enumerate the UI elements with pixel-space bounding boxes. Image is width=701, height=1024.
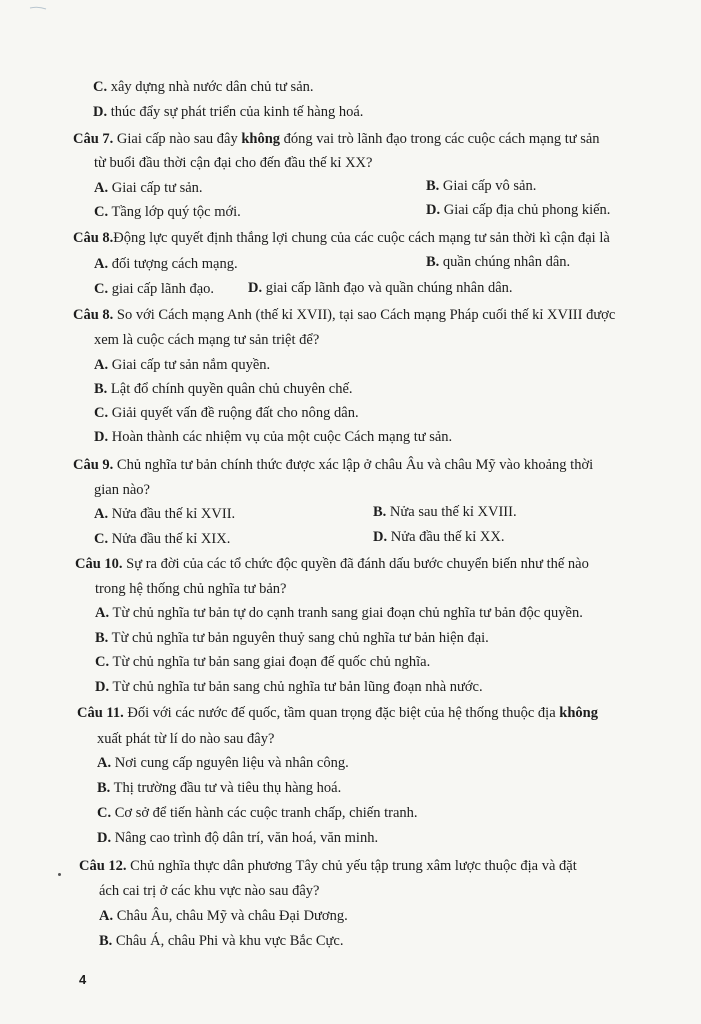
question-10: Câu 10. Sự ra đời của các tổ chức độc quyền đã đánh dấu bước chuyển biến như thế nào: [75, 556, 589, 572]
option-a: A. Giai cấp tư sản.: [94, 180, 203, 196]
option-b: B. Lật đổ chính quyền quân chủ chuyên chế.: [94, 381, 353, 397]
option-c: C. xây dựng nhà nước dân chủ tư sản.: [93, 79, 314, 95]
option-d: D. Từ chủ nghĩa tư bản sang chủ nghĩa tư bản lũng đoạn nhà nước.: [95, 679, 483, 695]
option-a: A. đối tượng cách mạng.: [94, 256, 238, 272]
option-d: D. Giai cấp địa chủ phong kiến.: [426, 202, 611, 218]
option-d: D. Nửa đầu thế kỉ XX.: [373, 529, 505, 545]
option-a: A. Từ chủ nghĩa tư bản tự do cạnh tranh sang giai đoạn chủ nghĩa tư bản độc quyền.: [95, 605, 583, 621]
question-8b-line2: xem là cuộc cách mạng tư sản triệt để?: [94, 332, 320, 348]
question-12-line2: ách cai trị ở các khu vực nào sau đây?: [99, 883, 320, 899]
option-b: B. Giai cấp vô sản.: [426, 178, 537, 194]
question-9: Câu 9. Chủ nghĩa tư bản chính thức được xác lập ở châu Âu và châu Mỹ vào khoảng thời: [73, 457, 594, 473]
question-7: Câu 7. Giai cấp nào sau đây không đóng vai trò lãnh đạo trong các cuộc cách mạng tư sản: [73, 131, 600, 147]
option-b: B. Châu Á, châu Phi và khu vực Bắc Cực.: [99, 933, 344, 949]
ink-speck: [58, 873, 61, 876]
option-d: D. Hoàn thành các nhiệm vụ của một cuộc Cách mạng tư sản.: [94, 429, 453, 445]
option-d: D. Nâng cao trình độ dân trí, văn hoá, văn minh.: [97, 830, 379, 846]
option-d: D. thúc đẩy sự phát triển của kinh tế hàng hoá.: [93, 104, 364, 120]
option-d: D. giai cấp lãnh đạo và quần chúng nhân dân.: [248, 280, 513, 296]
question-9-line2: gian nào?: [94, 482, 150, 498]
option-c: C. Tầng lớp quý tộc mới.: [94, 204, 241, 220]
option-a: A. Châu Âu, châu Mỹ và châu Đại Dương.: [99, 908, 348, 924]
option-c: C. Từ chủ nghĩa tư bản sang giai đoạn đế quốc chủ nghĩa.: [95, 654, 431, 670]
option-c: C. Nửa đầu thế kỉ XIX.: [94, 531, 231, 547]
option-a: A. Nơi cung cấp nguyên liệu và nhân công.: [97, 755, 349, 771]
question-12: Câu 12. Chủ nghĩa thực dân phương Tây chủ yếu tập trung xâm lược thuộc địa và đặt: [79, 858, 577, 874]
option-b: B. quần chúng nhân dân.: [426, 254, 571, 270]
option-b: B. Nửa sau thế kỉ XVIII.: [373, 504, 517, 520]
question-8b: Câu 8. So với Cách mạng Anh (thế kỉ XVII), tại sao Cách mạng Pháp cuối thế kỉ XVIII được: [73, 307, 616, 323]
page-number: 4: [79, 972, 87, 987]
question-11-line2: xuất phát từ lí do nào sau đây?: [97, 731, 275, 747]
option-a: A. Nửa đầu thế kỉ XVII.: [94, 506, 236, 522]
option-c: C. giai cấp lãnh đạo.: [94, 281, 214, 297]
question-7-line2: từ buổi đầu thời cận đại cho đến đầu thế kỉ XX?: [94, 155, 373, 171]
question-8a: Câu 8.Động lực quyết định thắng lợi chung của các cuộc cách mạng tư sản thời kì cận đại là: [73, 230, 610, 246]
scan-mark: [0, 0, 60, 12]
option-c: C. Giải quyết vấn đề ruộng đất cho nông dân.: [94, 405, 359, 421]
question-10-line2: trong hệ thống chủ nghĩa tư bản?: [95, 581, 287, 597]
option-c: C. Cơ sở để tiến hành các cuộc tranh chấp, chiến tranh.: [97, 805, 418, 821]
question-11: Câu 11. Đối với các nước đế quốc, tầm quan trọng đặc biệt của hệ thống thuộc địa không: [77, 705, 598, 721]
option-b: B. Thị trường đầu tư và tiêu thụ hàng hoá.: [97, 780, 342, 796]
option-a: A. Giai cấp tư sản nắm quyền.: [94, 357, 271, 373]
option-b: B. Từ chủ nghĩa tư bản nguyên thuỷ sang chủ nghĩa tư bản hiện đại.: [95, 630, 489, 646]
